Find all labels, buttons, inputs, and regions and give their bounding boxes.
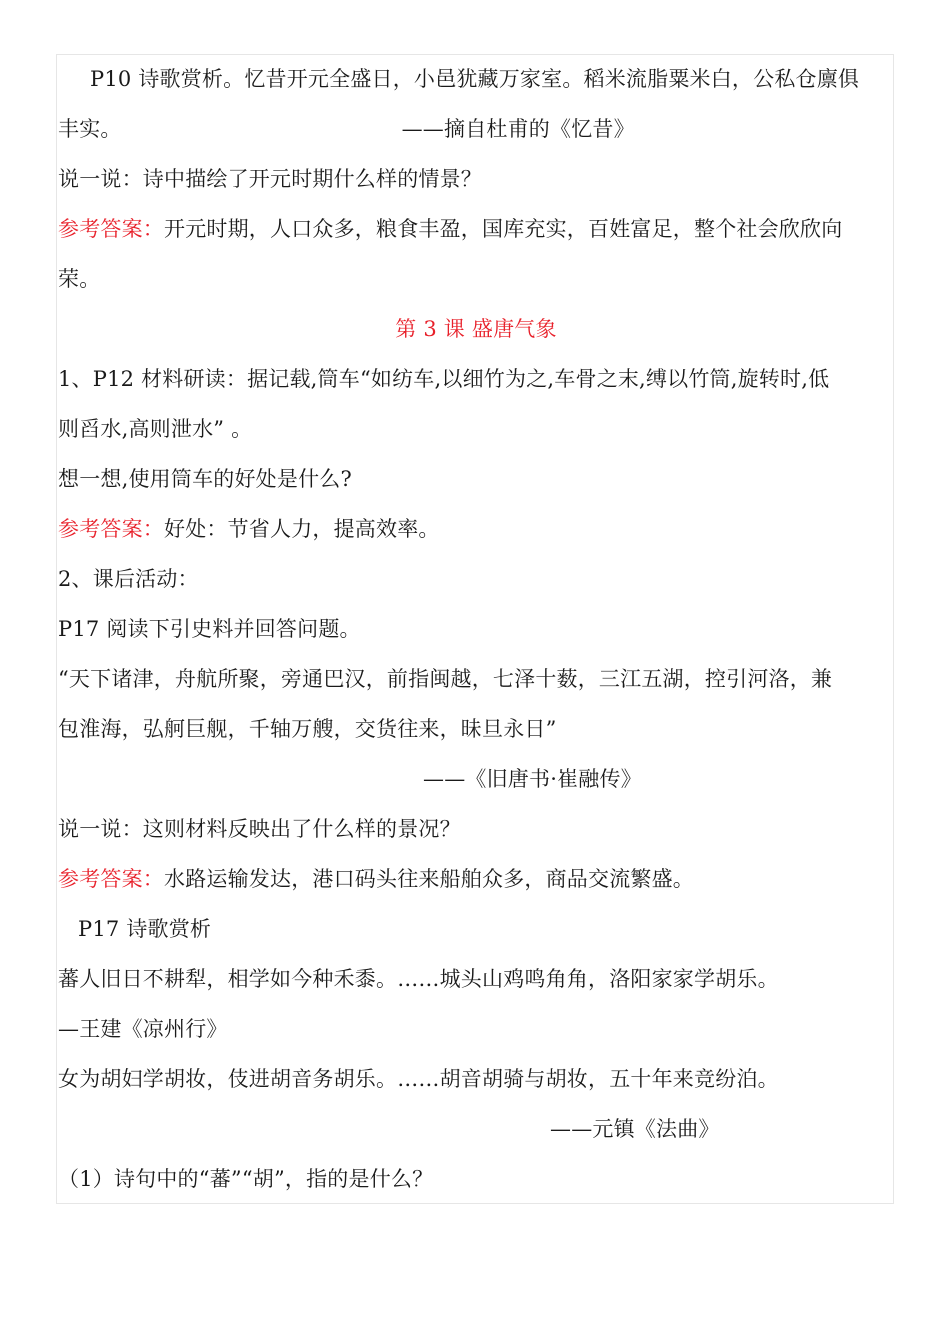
reference-answer-3 — [58, 854, 894, 904]
question-1: （1）诗句中的“蕃”“胡”，指的是什么？ — [58, 1167, 434, 1191]
answer-text: 好处：节省人力，提高效率。 — [164, 517, 440, 541]
poem-2: 女为胡妇学胡妆，伎进胡音务胡乐。……胡音胡骑与胡妆，五十年来竞纷泊。 — [58, 1067, 779, 1091]
activity-heading: 2、课后活动： — [58, 567, 199, 591]
quote-source: ——《旧唐书·崔融传》 — [423, 767, 642, 791]
answer-label: 参考答案： — [58, 217, 164, 241]
reference-answer-1-cont: 荣。 — [58, 267, 101, 291]
activity-intro: P17 阅读下引史料并回答问题。 — [58, 617, 361, 641]
poem-heading: P17 诗歌赏析 — [78, 917, 212, 941]
material-study-line-2: 则舀水,高则泄水” 。 — [58, 417, 253, 441]
quote-line-1: “天下诸津，舟航所聚，旁通巴汉，前指闽越，七泽十薮，三江五湖，控引河洛，兼 — [58, 667, 833, 691]
poem-source: ——摘自杜甫的《忆昔》 — [401, 117, 635, 141]
reference-answer-1 — [58, 204, 894, 254]
think-question: 想一想,使用筒车的好处是什么? — [58, 467, 352, 491]
discussion-question: 说一说：诗中描绘了开元时期什么样的情景？ — [58, 167, 482, 191]
poem-1-source: —王建《凉州行》 — [58, 1017, 228, 1041]
answer-label: 参考答案： — [58, 867, 164, 891]
poem-2-source: ——元镇《法曲》 — [550, 1117, 720, 1141]
answer-text: 水路运输发达，港口码头往来船舶众多，商品交流繁盛。 — [164, 867, 694, 891]
answer-text: 开元时期，人口众多，粮食丰盈，国库充实，百姓富足，整个社会欣欣向 — [164, 217, 843, 241]
lesson-title: 第 3 课 盛唐气象 — [395, 317, 557, 341]
poem-analysis-line-1: P10 诗歌赏析。忆昔开元全盛日，小邑犹藏万家室。稻米流脂粟米白，公私仓廪俱 — [90, 67, 860, 91]
quote-line-2: 包淮海，弘舸巨舰，千轴万艘，交货往来，昧旦永日” — [58, 717, 557, 741]
material-study-line-1: 1、P12 材料研读：据记载,筒车“如纺车,以细竹为之,车骨之末,缚以竹筒,旋转时,低 — [58, 367, 830, 391]
reference-answer-2 — [58, 504, 894, 554]
poem-1: 蕃人旧日不耕犁，相学如今种禾黍。……城头山鸡鸣角角，洛阳家家学胡乐。 — [58, 967, 779, 991]
poem-analysis-line-2 — [58, 104, 894, 154]
document-body — [58, 54, 894, 1204]
discussion-question-2: 说一说：这则材料反映出了什么样的景况？ — [58, 817, 461, 841]
poem-analysis-end: 丰实。 — [58, 117, 122, 141]
answer-label: 参考答案： — [58, 517, 164, 541]
